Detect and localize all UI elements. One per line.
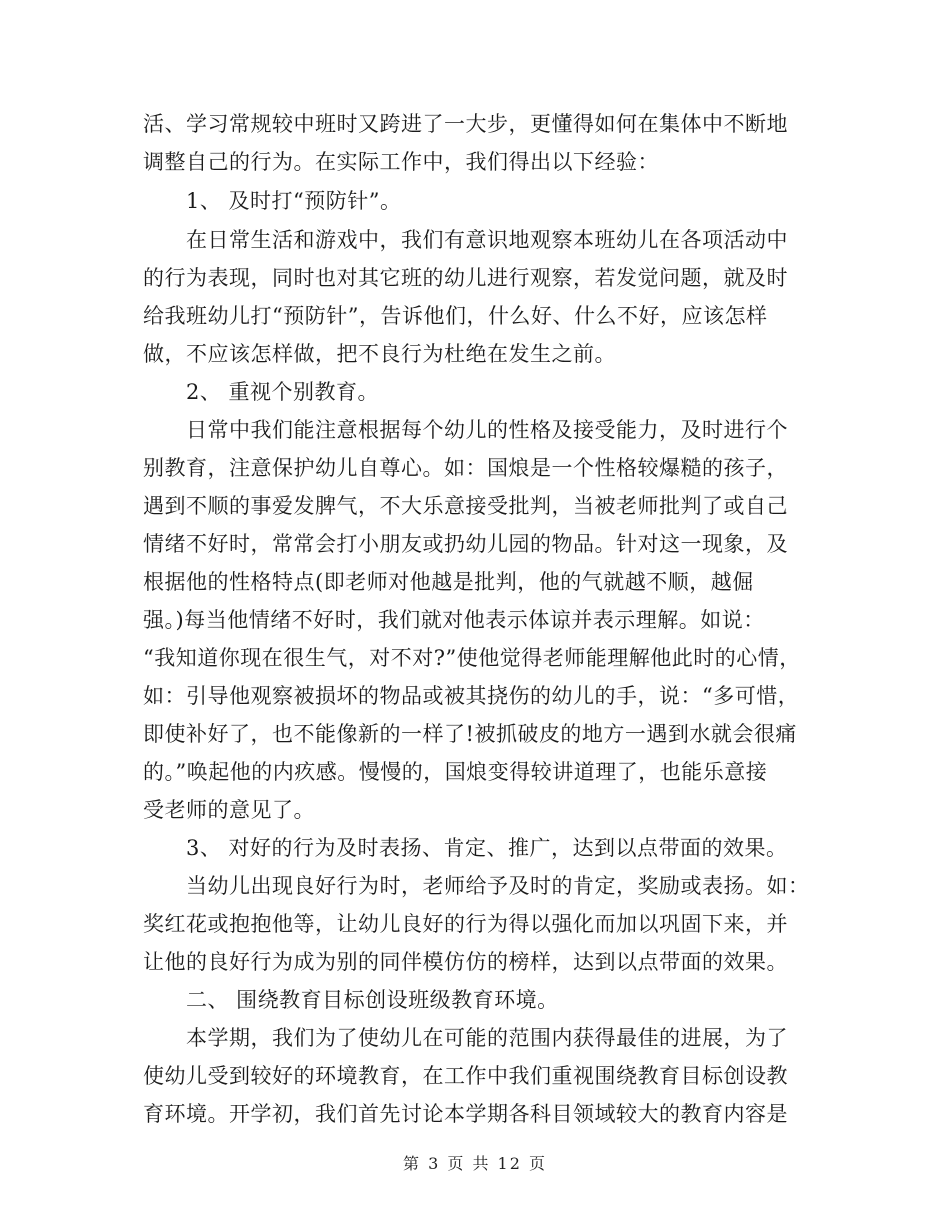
page-number-footer: 第 3 页 共 12 页 [403,1154,547,1173]
text-line-16: 如：引导他观察被损坏的物品或被其挠伤的幼儿的手，说：“多可惜， [143,684,800,708]
text-line-6: 给我班幼儿打“预防针”，告诉他们，什么好、什么不好，应该怎样 [143,304,768,328]
list-heading-1: 1、 及时打“预防针”。 [186,189,402,213]
text-line-23: 让他的良好行为成为别的同伴模仿仿的榜样，达到以点带面的效果。 [143,950,788,974]
text-line-27: 育环境。开学初，我们首先讨论本学期各科目领域较大的教育内容是 [143,1102,788,1126]
text-line-22: 奖红花或抱抱他等，让幼儿良好的行为得以强化而加以巩固下来，并 [143,912,788,936]
text-line-21: 当幼儿出现良好行为时，老师给予及时的肯定，奖励或表扬。如： [186,874,810,898]
text-line-26: 使幼儿受到较好的环境教育，在工作中我们重视围绕教育目标创设教 [143,1064,788,1088]
text-line-4: 在日常生活和游戏中，我们有意识地观察本班幼儿在各项活动中 [186,228,788,252]
section-heading-2: 二、 围绕教育目标创设班级教育环境。 [186,988,559,1012]
text-line-25: 本学期，我们为了使幼儿在可能的范围内获得最佳的进展，为了 [186,1026,788,1050]
list-heading-3: 3、 对好的行为及时表扬、肯定、推广，达到以点带面的效果。 [186,836,788,860]
text-line-10: 别教育，注意保护幼儿自尊心。如：国烺是一个性格较爆糙的孩子， [143,456,788,480]
text-line-15: “我知道你现在很生气，对不对?”使他觉得老师能理解他此时的心情， [143,646,801,670]
text-line-19: 受老师的意见了。 [143,798,315,822]
list-heading-2: 2、 重视个别教育。 [186,380,380,404]
text-line-18: 的。”唤起他的内疚感。慢慢的，国烺变得较讲道理了，也能乐意接 [143,760,768,784]
text-line-17: 即使补好了，也不能像新的一样了!被抓破皮的地方一遇到水就会很痛 [143,722,797,746]
text-line-9: 日常中我们能注意根据每个幼儿的性格及接受能力，及时进行个 [186,418,788,442]
text-line-14: 强。)每当他情绪不好时，我们就对他表示体谅并表示理解。如说： [143,608,765,632]
text-line-13: 根据他的性格特点(即老师对他越是批判，他的气就越不顺，越倔 [143,570,754,594]
text-line-11: 遇到不顺的事爱发脾气，不大乐意接受批判，当被老师批判了或自己 [143,494,788,518]
text-line-1: 活、学习常规较中班时又跨进了一大步，更懂得如何在集体中不断地 [143,112,788,136]
text-line-7: 做，不应该怎样做，把不良行为杜绝在发生之前。 [143,342,616,366]
text-line-12: 情绪不好时，常常会打小朋友或扔幼儿园的物品。针对这一现象，及 [143,532,788,556]
text-line-5: 的行为表现，同时也对其它班的幼儿进行观察，若发觉问题，就及时 [143,266,788,290]
text-line-2: 调整自己的行为。在实际工作中，我们得出以下经验： [143,150,659,174]
